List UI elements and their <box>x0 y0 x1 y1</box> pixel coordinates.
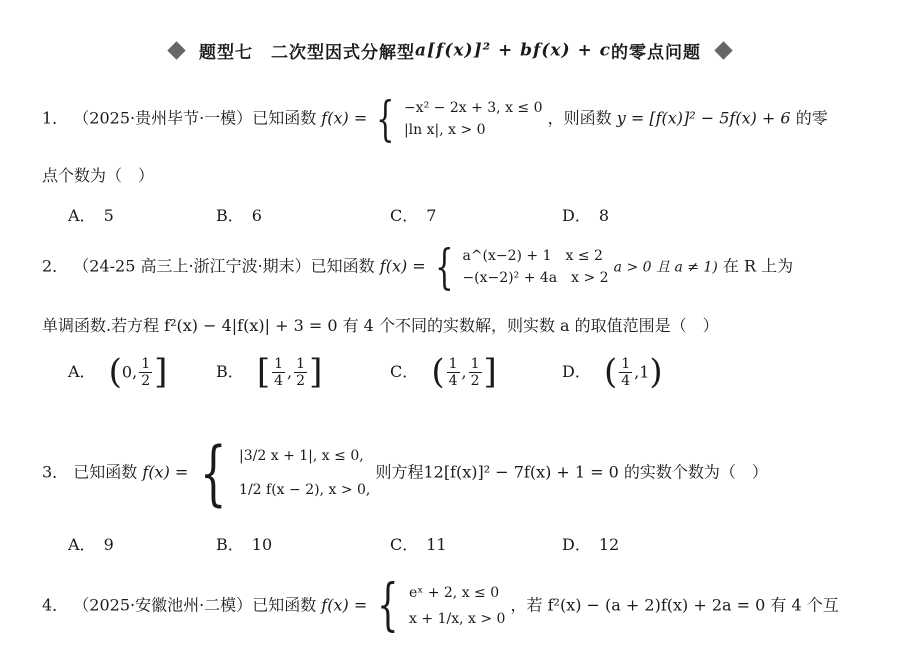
q2-stem-a: 已知函数 <box>310 256 375 276</box>
q2-option-a[interactable]: A． (0, $\frac{1}{2}$ ] <box>68 352 168 392</box>
q1-stem-c: 的零 <box>795 108 828 128</box>
q1-piecewise <box>372 91 543 147</box>
q4-stem-b: ，若 f²(x) − (a + 2)f(x) + 2a = 0 有 4 个互 <box>510 595 839 615</box>
title-math: a[f(x)]² + bf(x) + c <box>414 40 612 61</box>
q2-number: 2． <box>42 256 69 276</box>
q4-case-1: eˣ + 2, x ≤ 0 <box>409 585 500 601</box>
q1-case-1: −x² − 2x + 3, x ≤ 0 <box>403 100 543 116</box>
brace-icon: { <box>377 573 399 638</box>
q1-line-2: 点个数为（ ） <box>42 166 155 185</box>
q2-fx: f(x) = <box>379 256 426 276</box>
q2-option-c[interactable]: C． ( $\frac{1}{4}$ , $\frac{1}{2}$ ] <box>390 352 497 392</box>
q3-fx: f(x) = <box>142 462 189 482</box>
q3-option-d[interactable]: D． 12 <box>562 535 620 554</box>
q1-option-b[interactable]: B． 6 <box>216 206 262 225</box>
question-2 <box>42 239 794 295</box>
q3-option-c[interactable]: C． 11 <box>390 535 447 554</box>
question-4 <box>42 573 839 638</box>
q1-number: 1． <box>42 108 69 128</box>
q2-option-d[interactable]: D． ( $\frac{1}{4}$ ,1) <box>562 352 663 392</box>
diamond-left-icon <box>167 41 185 59</box>
diamond-right-icon <box>714 41 732 59</box>
brace-icon: { <box>200 432 228 514</box>
q1-case-2: |ln x|, x > 0 <box>403 122 486 138</box>
q1-expr: y = [f(x)]² − 5f(x) + 6 <box>616 108 791 128</box>
brace-icon: { <box>376 91 395 147</box>
q3-case-1: |3/2 x + 1|, x ≤ 0, <box>239 448 364 464</box>
q3-case-2: 1/2 f(x − 2), x > 0, <box>239 482 371 498</box>
q3-stem-b: 则方程12[f(x)]² − 7f(x) + 1 = 0 的实数个数为（ ） <box>375 462 768 482</box>
q4-fx: f(x) = <box>321 595 368 615</box>
q2-condition: a > 0 且 a ≠ 1) <box>613 259 718 276</box>
q4-case-2: x + 1/x, x > 0 <box>409 611 506 627</box>
q1-option-a[interactable]: A． 5 <box>68 206 114 225</box>
q3-stem-a: 已知函数 <box>73 462 138 482</box>
question-3 <box>42 432 768 514</box>
question-1 <box>42 91 828 147</box>
title-suffix: 的零点问题 <box>611 43 702 63</box>
q2-line-2: 单调函数.若方程 f²(x) − 4|f(x)| + 3 = 0 有 4 个不同的实数解，则实数 a 的取值范围是（ ） <box>42 316 719 335</box>
q4-piecewise <box>372 573 506 638</box>
q2-stem-b: 在 R 上为 <box>722 256 794 276</box>
section-title <box>0 38 900 63</box>
q1-fx: f(x) = <box>321 108 368 128</box>
q1-option-d[interactable]: D． 8 <box>562 206 610 225</box>
q4-number: 4． <box>42 595 69 615</box>
q4-source: （2025·安徽池州·二模） <box>73 595 253 615</box>
brace-icon: { <box>434 239 454 295</box>
q2-source: （24-25 高三上·浙江宁波·期末） <box>73 256 311 276</box>
q1-option-c[interactable]: C． 7 <box>390 206 437 225</box>
q3-option-a[interactable]: A． 9 <box>68 535 114 554</box>
q2-case-1: a^(x−2) + 1 x ≤ 2 <box>462 248 603 264</box>
q3-piecewise <box>193 432 371 514</box>
q2-piecewise <box>431 239 609 295</box>
q1-source: （2025·贵州毕节·一模） <box>73 108 253 128</box>
q1-stem-b: ，则函数 <box>547 108 612 128</box>
q1-stem-a: 已知函数 <box>252 108 317 128</box>
q3-option-b[interactable]: B． 10 <box>216 535 273 554</box>
q3-number: 3． <box>42 462 69 482</box>
title-text: 题型七 二次型因式分解型 <box>198 43 415 63</box>
q4-stem-a: 已知函数 <box>252 595 317 615</box>
q2-option-b[interactable]: B． [ $\frac{1}{4}$ , $\frac{1}{2}$ ] <box>216 352 323 392</box>
q2-case-2: −(x−2)² + 4a x > 2 <box>462 270 609 286</box>
